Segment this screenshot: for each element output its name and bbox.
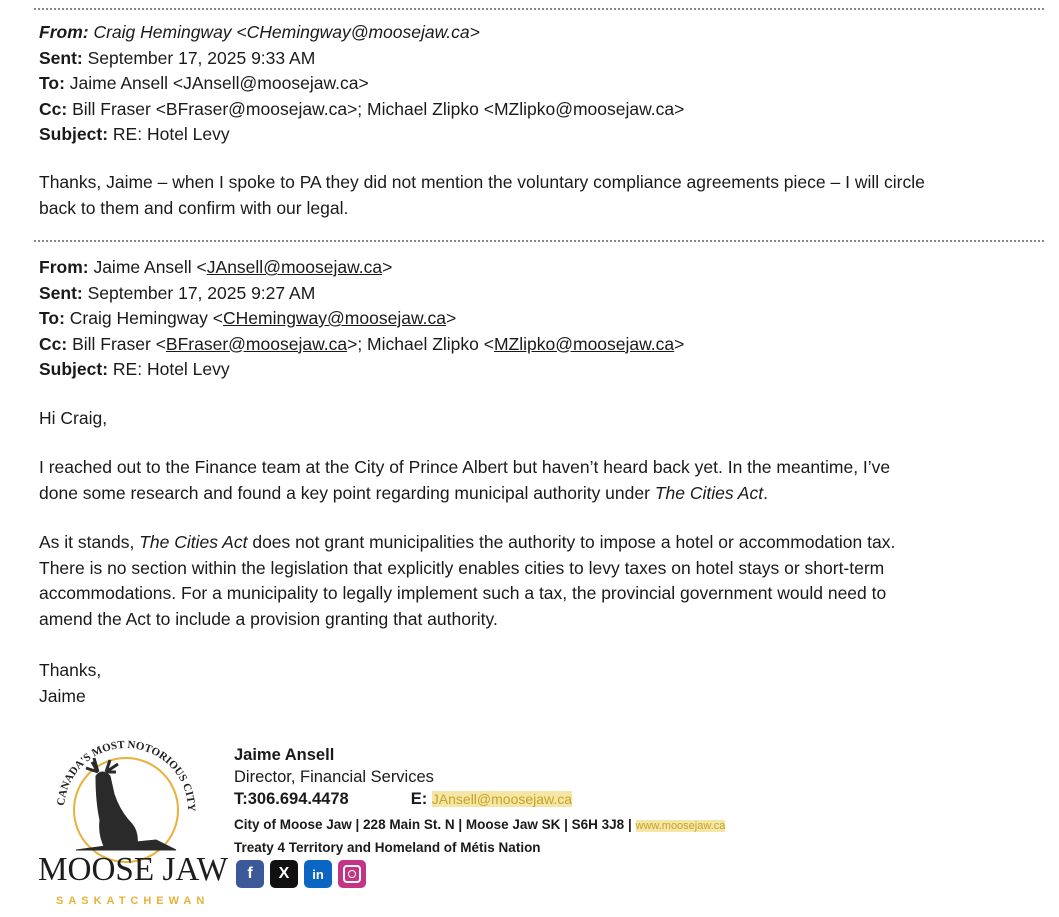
email2-paragraph1 bbox=[39, 455, 890, 506]
act-title: The Cities Act bbox=[139, 532, 248, 552]
body-line: Thanks, Jaime – when I spoke to PA they did not mention the voluntary compliance agreements piece – I will circle bbox=[39, 172, 925, 192]
cc-name: >; Michael Zlipko < bbox=[347, 333, 494, 354]
body-text: . bbox=[763, 482, 768, 503]
facebook-icon[interactable]: f bbox=[236, 860, 264, 888]
subject-label: Subject: bbox=[39, 359, 109, 379]
signature-email-label: E: bbox=[410, 790, 428, 808]
to-label: To: bbox=[39, 308, 65, 328]
email2-paragraph2 bbox=[39, 530, 895, 632]
subject-label: Subject: bbox=[39, 124, 109, 144]
from-label: From: bbox=[39, 22, 89, 42]
greeting: Hi Craig, bbox=[39, 408, 108, 428]
from-label: From: bbox=[39, 257, 89, 277]
email2-header bbox=[39, 255, 684, 383]
to-name: Craig Hemingway < bbox=[69, 308, 223, 328]
signoff bbox=[39, 658, 101, 709]
email1-body bbox=[39, 170, 925, 221]
from-value: Craig Hemingway <CHemingway@moosejaw.ca> bbox=[93, 22, 480, 42]
act-title: The Cities Act bbox=[654, 482, 764, 503]
subject-value: RE: Hotel Levy bbox=[112, 124, 230, 144]
x-icon[interactable]: X bbox=[270, 860, 298, 888]
cc-email-link[interactable]: MZlipko@moosejaw.ca bbox=[493, 333, 675, 354]
signature-block bbox=[234, 744, 725, 859]
email2-body bbox=[39, 406, 107, 432]
cc-label: Cc: bbox=[39, 333, 68, 354]
logo-arc-text: CANADA'S MOST NOTORIOUS CITY bbox=[55, 738, 198, 812]
cc-value: Bill Fraser <BFraser@moosejaw.ca>; Michael Zlipko <MZlipko@moosejaw.ca> bbox=[72, 98, 685, 119]
signoff-name: Jaime bbox=[39, 685, 86, 706]
email1-header bbox=[39, 20, 684, 148]
sent-value: September 17, 2025 9:27 AM bbox=[87, 282, 316, 303]
bracket: > bbox=[382, 257, 393, 277]
to-value: Jaime Ansell <JAnsell@moosejaw.ca> bbox=[69, 73, 369, 93]
body-text: does not grant municipalities the authority to impose a hotel or accommodation tax. bbox=[247, 532, 896, 552]
body-text: done some research and found a key point regarding municipal authority under bbox=[39, 482, 655, 503]
body-text: As it stands, bbox=[39, 532, 140, 552]
signature-email-link[interactable]: JAnsell@moosejaw.ca bbox=[431, 791, 573, 807]
signature-address: City of Moose Jaw | 228 Main St. N | Moose Jaw SK | S6H 3J8 | bbox=[234, 817, 632, 832]
from-email-link[interactable]: JAnsell@moosejaw.ca bbox=[206, 257, 383, 277]
instagram-icon[interactable] bbox=[338, 860, 366, 888]
signature-phone: T:306.694.4478 bbox=[234, 790, 349, 808]
to-label: To: bbox=[39, 73, 65, 93]
top-divider bbox=[34, 8, 1044, 10]
bracket: > bbox=[674, 333, 685, 354]
sent-label: Sent: bbox=[39, 47, 83, 68]
body-line: There is no section within the legislation that explicitly enables cities to levy taxes on hotel stays or short-term bbox=[39, 557, 885, 578]
logo-wordmark: MOOSE JAW bbox=[38, 851, 229, 888]
subject-value: RE: Hotel Levy bbox=[112, 359, 230, 379]
sent-value: September 17, 2025 9:33 AM bbox=[87, 47, 316, 68]
body-line: accommodations. For a municipality to legally implement such a tax, the provincial government would need to bbox=[39, 583, 887, 603]
svg-text:CANADA'S MOST NOTORIOUS CITY bbox=[55, 739, 197, 812]
moose-jaw-logo bbox=[36, 732, 232, 910]
cc-label: Cc: bbox=[39, 98, 68, 119]
to-email-link[interactable]: CHemingway@moosejaw.ca bbox=[222, 308, 446, 328]
linkedin-icon[interactable]: in bbox=[304, 860, 332, 888]
signature-title: Director, Financial Services bbox=[234, 768, 434, 786]
social-icons bbox=[236, 860, 366, 888]
from-name: Jaime Ansell < bbox=[93, 257, 207, 277]
signature-name: Jaime Ansell bbox=[234, 746, 335, 764]
cc-name: Bill Fraser < bbox=[72, 333, 166, 354]
body-line: I reached out to the Finance team at the City of Prince Albert but haven’t heard back yet. In the meantime, I’ve bbox=[39, 457, 891, 477]
email-divider bbox=[34, 240, 1044, 242]
signature-treaty: Treaty 4 Territory and Homeland of Métis Nation bbox=[234, 840, 541, 855]
signature-website-link[interactable]: www.moosejaw.ca bbox=[635, 820, 726, 832]
sent-label: Sent: bbox=[39, 282, 83, 303]
body-line: amend the Act to include a provision granting that authority. bbox=[39, 608, 498, 629]
logo-province: SASKATCHEWAN bbox=[56, 895, 210, 907]
body-line: back to them and confirm with our legal. bbox=[39, 197, 349, 218]
cc-email-link[interactable]: BFraser@moosejaw.ca bbox=[165, 333, 348, 354]
bracket: > bbox=[445, 308, 457, 328]
signoff-line: Thanks, bbox=[39, 660, 102, 680]
